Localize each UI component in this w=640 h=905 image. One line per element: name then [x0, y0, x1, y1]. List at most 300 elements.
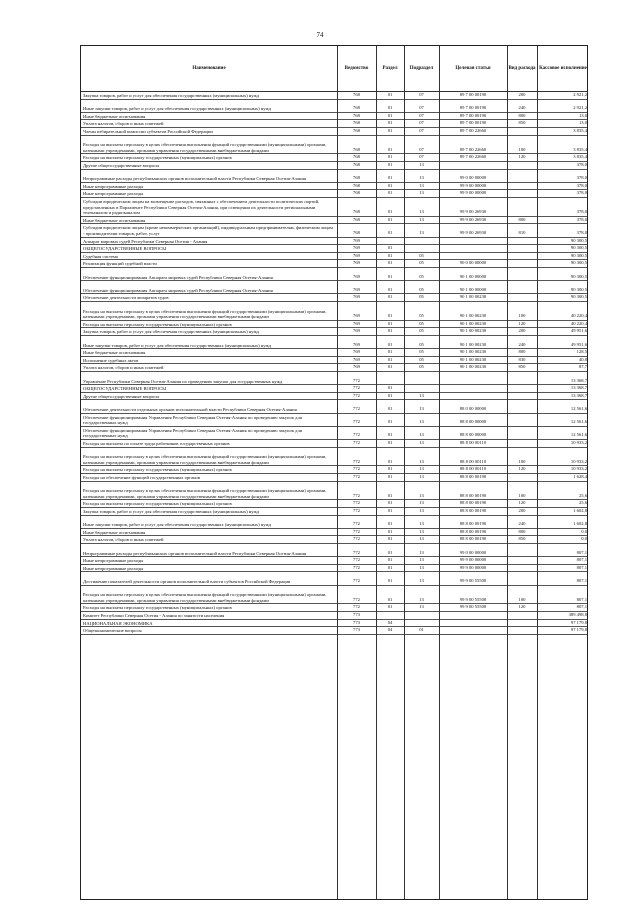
- cell-name: Иные бюджетные ассигнования: [83, 113, 146, 119]
- cell-vedom: 768: [353, 154, 360, 160]
- cell-article: 88 8 00 00190: [459, 521, 487, 527]
- cell-amount: 25,6: [578, 492, 587, 498]
- cell-amount: 87,7: [578, 364, 587, 370]
- cell-article: 88 8 00 00190: [459, 500, 487, 506]
- cell-razdel: 01: [387, 356, 393, 362]
- cell-article: 99 9 00 00000: [459, 557, 487, 563]
- cell-article: 90 1 00 00230: [459, 364, 487, 370]
- cell-razdel: 01: [387, 105, 393, 111]
- cell-vedom: 769: [353, 245, 360, 251]
- cell-name: Иные бюджетные ассигнования: [83, 529, 146, 535]
- cell-amount: 378,0: [576, 190, 587, 196]
- cell-vid: 100: [518, 458, 526, 464]
- cell-amount: 0,0: [581, 528, 587, 534]
- cell-podrazdel: 07: [419, 154, 424, 160]
- cell-vedom: 772: [353, 440, 360, 445]
- cell-amount: 3 835,4: [573, 128, 587, 133]
- cell-name: Расходы на обеспечение функций государственных органов: [83, 475, 201, 480]
- cell-amount: 2 921,2: [573, 92, 587, 97]
- cell-podrazdel: 13: [419, 182, 424, 188]
- cell-amount: 90 300,5: [570, 252, 587, 258]
- column-divider: [376, 46, 377, 899]
- cell-razdel: 01: [387, 216, 393, 222]
- cell-article: 88 8 00 00190: [459, 536, 487, 542]
- cell-razdel: 01: [387, 349, 393, 355]
- cell-vedom: 772: [353, 604, 360, 610]
- cell-vedom: 772: [353, 474, 360, 479]
- cell-razdel: 01: [387, 162, 393, 167]
- cell-razdel: 01: [387, 209, 393, 215]
- cell-amount: 90 300,5: [570, 245, 587, 251]
- cell-podrazdel: 13: [419, 500, 424, 506]
- cell-amount: 13,0: [578, 120, 587, 126]
- cell-name: Члены избирательной комиссии субъектов Российской Федерации: [83, 129, 213, 134]
- cell-amount: 2 921,2: [573, 105, 587, 111]
- cell-vedom: 772: [353, 466, 360, 472]
- cell-podrazdel: 07: [419, 112, 424, 118]
- cell-vedom: 772: [353, 577, 360, 583]
- cell-razdel: 01: [387, 328, 393, 334]
- cell-article: 89 7 00 00190: [459, 92, 487, 97]
- cell-vedom: 768: [353, 112, 360, 118]
- header-podrazdel: Подраздел: [409, 65, 434, 71]
- cell-name: Расходы на выплаты персоналу государственных (муниципальных) органов: [83, 605, 232, 611]
- table-row: [81, 626, 587, 635]
- cell-article: 90 1 00 00230: [459, 349, 487, 355]
- cell-razdel: 01: [387, 175, 393, 181]
- cell-vedom: 772: [353, 458, 360, 464]
- cell-article: 99 9 00 26930: [459, 209, 487, 215]
- cell-podrazdel: 13: [419, 474, 424, 479]
- cell-vedom: 773: [353, 627, 360, 633]
- cell-amount: 12 561,6: [570, 405, 587, 411]
- cell-vedom: 768: [353, 216, 360, 222]
- cell-vid: 100: [518, 596, 526, 602]
- table-row: [81, 197, 587, 217]
- table-row: [81, 543, 587, 557]
- cell-razdel: 01: [387, 313, 393, 319]
- cell-razdel: 01: [387, 273, 393, 279]
- table-row: [81, 223, 587, 237]
- cell-article: 90 1 00 00230: [459, 313, 487, 319]
- cell-amount: 128,5: [576, 349, 587, 355]
- cell-vid: 200: [518, 508, 526, 513]
- cell-vedom: 772: [353, 377, 360, 383]
- budget-table: [80, 45, 588, 900]
- cell-podrazdel: 07: [419, 105, 424, 111]
- cell-razdel: 01: [387, 432, 393, 438]
- cell-podrazdel: 07: [419, 128, 424, 133]
- cell-podrazdel: 05: [419, 313, 424, 319]
- cell-name: Расходы на выплаты персоналу в целях обеспечения выполнения функций государственными (муниципальными) органами, казенными учреждениями, органами управления государственными внебюджетными фондами: [83, 592, 327, 603]
- cell-podrazdel: 13: [419, 577, 424, 583]
- cell-podrazdel: 13: [419, 528, 424, 534]
- cell-article: 88 8 00 00190: [459, 492, 487, 498]
- cell-podrazdel: 07: [419, 92, 424, 97]
- cell-amount: 378,0: [576, 182, 587, 188]
- cell-name: Управление Республики Северная Осетия-Алания по проведению закупок для государственных нужд: [83, 378, 283, 384]
- cell-razdel: 01: [387, 146, 393, 152]
- cell-vedom: 769: [353, 349, 360, 355]
- cell-vedom: 769: [353, 356, 360, 362]
- header-name: Наименование: [192, 65, 226, 71]
- cell-vid: 830: [518, 356, 526, 362]
- page-number: 74: [316, 31, 324, 39]
- cell-name: Обеспечение функционирования Управления Республики Северная Осетия-Алания по проведению закупок для государственных нужд: [83, 427, 302, 439]
- cell-article: 88 8 00 00000: [459, 432, 487, 438]
- cell-amount: 1 602,8: [573, 521, 587, 527]
- cell-vid: 100: [518, 492, 526, 498]
- cell-amount: 10 933,2: [570, 458, 587, 464]
- cell-amount: 1 628,4: [573, 474, 587, 479]
- cell-podrazdel: 05: [419, 260, 424, 266]
- cell-name: Закупка товаров, работ и услуг для обеспечения государственных (муниципальных) нужд: [83, 509, 259, 514]
- cell-name: Иные непрограммные расходы: [83, 565, 144, 571]
- cell-vid: 200: [518, 92, 526, 97]
- cell-name: Уплата налогов, сборов и иных платежей: [83, 121, 164, 127]
- cell-podrazdel: 05: [419, 364, 424, 370]
- cell-podrazdel: 13: [419, 405, 424, 411]
- cell-vedom: 769: [353, 237, 360, 243]
- cell-podrazdel: 13: [419, 536, 424, 542]
- cell-vid: 800: [518, 349, 526, 355]
- cell-article: 99 9 00 55500: [459, 577, 487, 583]
- cell-podrazdel: 05: [419, 341, 424, 347]
- cell-article: 90 1 00 00230: [459, 341, 487, 347]
- cell-podrazdel: 13: [419, 229, 424, 235]
- cell-podrazdel: 05: [419, 356, 424, 362]
- cell-vedom: 768: [353, 128, 360, 133]
- cell-razdel: 01: [387, 564, 393, 570]
- cell-vid: 120: [518, 500, 526, 506]
- cell-amount: 807,1: [576, 596, 587, 602]
- cell-vid: 800: [518, 112, 526, 118]
- cell-razdel: 01: [387, 596, 393, 602]
- cell-vedom: 768: [353, 120, 360, 126]
- cell-article: 88 8 00 00110: [459, 440, 487, 445]
- cell-vid: 100: [518, 313, 526, 319]
- cell-vedom: 768: [353, 190, 360, 196]
- cell-amount: 378,0: [576, 229, 587, 235]
- cell-article: 88 8 00 00000: [459, 419, 487, 425]
- cell-razdel: 01: [387, 419, 393, 425]
- cell-amount: 90 300,5: [570, 294, 587, 300]
- cell-name: Иные закупки товаров, работ и услуг для обеспечения государственных (муниципальных) нужд: [83, 342, 272, 348]
- cell-amount: 378,0: [576, 175, 587, 181]
- cell-article: 90 1 00 00000: [459, 273, 487, 279]
- cell-vedom: 769: [353, 341, 360, 347]
- cell-name: Расходы на выплаты персоналу в целях обеспечения выполнения функций государственными (муниципальными) органами, казенными учреждениями, органами управления государственными внебюджетными фондами: [83, 488, 327, 499]
- cell-article: 99 9 00 55500: [459, 596, 487, 602]
- cell-vedom: 769: [353, 328, 360, 334]
- cell-vid: 800: [518, 216, 526, 222]
- cell-razdel: 01: [387, 229, 393, 235]
- table-row: [81, 267, 587, 281]
- cell-podrazdel: 01: [419, 627, 424, 633]
- cell-vid: 850: [518, 536, 526, 542]
- cell-name: Расходы на выплаты персоналу в целях обеспечения выполнения функций государственными (муниципальными) органами, казенными учреждениями, органами управления государственными внебюджетными фондами: [83, 308, 327, 320]
- cell-podrazdel: 07: [419, 120, 424, 126]
- table-row: [81, 571, 587, 585]
- cell-razdel: 01: [387, 154, 393, 160]
- cell-amount: 40 220,4: [570, 313, 587, 319]
- cell-vid: 120: [518, 604, 526, 610]
- cell-vedom: 769: [353, 313, 360, 319]
- cell-amount: 10 933,2: [570, 466, 587, 472]
- cell-name: Обеспечение функционирования Аппарата мировых судей Республики Северная Осетия-Алания: [83, 287, 273, 293]
- cell-name: Субсидии юридическим лицам (кроме некоммерческих организаций), индивидуальным предпринимателям, физическим лицам - производителям товаров, работ, услуг: [83, 225, 333, 236]
- cell-amount: 378,0: [576, 162, 587, 167]
- cell-vedom: 768: [353, 229, 360, 235]
- cell-podrazdel: 05: [419, 286, 424, 292]
- cell-article: 90 1 00 00000: [459, 286, 487, 292]
- cell-name: Расходы на выплаты персоналу государственных (муниципальных) органов: [83, 155, 232, 161]
- cell-razdel: 01: [387, 500, 393, 506]
- cell-razdel: 01: [387, 440, 393, 445]
- cell-name: Обеспечение функционирования Управления Республики Северная Осетия-Алания по проведению закупок для государственных нужд: [83, 414, 302, 426]
- cell-name: Непрограммные расходы республиканских органов исполнительной власти Республики Северная Осетия-Алания: [83, 550, 307, 556]
- cell-podrazdel: 05: [419, 252, 424, 258]
- table-header: [81, 46, 587, 92]
- cell-razdel: 01: [387, 577, 393, 583]
- header-vedom: Ведомство: [344, 65, 369, 71]
- cell-razdel: 01: [387, 521, 393, 527]
- header-vid: Вид расхода: [508, 65, 536, 71]
- cell-razdel: 01: [387, 549, 393, 555]
- cell-vid: 240: [518, 105, 526, 111]
- cell-razdel: 04: [387, 627, 393, 633]
- cell-podrazdel: 13: [419, 175, 424, 181]
- table-row: [81, 481, 587, 501]
- cell-name: Обеспечение деятельности отдельных органов исполнительной власти Республики Северная Осетия-Алания: [83, 406, 297, 412]
- column-divider: [507, 46, 508, 899]
- cell-razdel: 01: [387, 120, 393, 126]
- cell-article: 89 7 00 22660: [459, 146, 487, 152]
- cell-podrazdel: 13: [419, 466, 424, 472]
- cell-name: ОБЩЕГОСУДАРСТВЕННЫЕ ВОПРОСЫ: [83, 246, 167, 252]
- cell-vedom: 768: [353, 92, 360, 97]
- cell-podrazdel: 13: [419, 392, 424, 398]
- table-row: [81, 280, 587, 294]
- cell-amount: 13,0: [578, 112, 587, 118]
- cell-article: 88 8 00 00110: [459, 458, 487, 464]
- cell-vid: 100: [518, 146, 526, 152]
- cell-article: 99 0 00 00000: [459, 175, 487, 181]
- cell-article: 88 8 00 00190: [459, 528, 487, 534]
- cell-razdel: 01: [387, 128, 393, 133]
- header-razdel: Раздел: [382, 65, 398, 71]
- cell-vedom: 772: [353, 392, 360, 398]
- cell-podrazdel: 05: [419, 294, 424, 300]
- cell-amount: 13 368,7: [570, 385, 587, 391]
- table-row: [81, 515, 587, 529]
- cell-name: Расходы на выплаты персоналу в целях обеспечения выполнения функций государственными (муниципальными) органами, казенными учреждениями, органами управления государственными внебюджетными фондами: [83, 454, 327, 465]
- cell-vedom: 769: [353, 260, 360, 266]
- cell-podrazdel: 13: [419, 521, 424, 527]
- cell-article: 89 7 00 22660: [459, 128, 487, 133]
- cell-amount: 807,1: [576, 604, 587, 610]
- cell-razdel: 01: [387, 474, 393, 479]
- cell-amount: 807,1: [576, 577, 587, 583]
- cell-vid: 240: [518, 341, 526, 347]
- cell-name: Иные непрограммные расходы: [83, 558, 144, 564]
- cell-razdel: 01: [387, 320, 393, 326]
- cell-name: Иные бюджетные ассигнования: [83, 350, 146, 356]
- cell-razdel: 01: [387, 604, 393, 610]
- cell-name: Расходы на выплаты персоналу в целях обеспечения выполнения функций государственными (муниципальными) органами, казенными учреждениями, органами управления государственными внебюджетными фондами: [83, 142, 327, 153]
- cell-name: Обеспечение деятельности аппаратов судов: [83, 295, 169, 301]
- cell-vedom: 769: [353, 252, 360, 258]
- cell-razdel: 01: [387, 557, 393, 563]
- column-divider: [337, 46, 338, 899]
- cell-name: Иные непрограммные расходы: [83, 183, 144, 189]
- cell-razdel: 01: [387, 294, 393, 300]
- cell-amount: 25,6: [578, 500, 587, 506]
- cell-podrazdel: 13: [419, 216, 424, 222]
- table-row: [81, 413, 587, 427]
- cell-name: Расходы на выплаты персоналу государственных (муниципальных) органов: [83, 321, 232, 327]
- cell-name: Субсидии юридическим лицам на возмещение расходов, связанных с обеспечением деятельности политических партий, представленных в Парламенте Республики Северная Осетия-Алания, при освещении их деятельности региональными телеканалом и радиоканалом: [83, 199, 320, 216]
- cell-name: Расходы на выплаты персоналу государственных (муниципальных) органов: [83, 467, 232, 473]
- cell-name: Другие общегосударственные вопросы: [83, 393, 160, 399]
- cell-podrazdel: 13: [419, 190, 424, 196]
- cell-amount: 389 498,8: [568, 612, 587, 617]
- cell-name: Общеэкономические вопросы: [83, 628, 142, 634]
- cell-vedom: 773: [353, 619, 360, 625]
- cell-podrazdel: 13: [419, 162, 424, 167]
- cell-podrazdel: 13: [419, 492, 424, 498]
- cell-name: Закупка товаров, работ и услуг для обеспечения государственных (муниципальных) нужд: [83, 93, 259, 98]
- cell-vid: 810: [518, 229, 526, 235]
- cell-name: ОБЩЕГОСУДАРСТВЕННЫЕ ВОПРОСЫ: [83, 386, 167, 392]
- cell-razdel: 01: [387, 364, 393, 370]
- cell-vedom: 769: [353, 320, 360, 326]
- cell-name: Достижение показателей деятельности органов исполнительной власти субъектов Российской Федерации: [83, 578, 291, 584]
- cell-podrazdel: 13: [419, 557, 424, 563]
- cell-amount: 807,1: [576, 557, 587, 563]
- cell-razdel: 01: [387, 492, 393, 498]
- cell-article: 99 9 00 26930: [459, 216, 487, 222]
- cell-vid: 200: [518, 328, 526, 334]
- cell-vedom: 769: [353, 273, 360, 279]
- cell-article: 99 9 00 26930: [459, 229, 487, 235]
- cell-vedom: 772: [353, 557, 360, 563]
- cell-razdel: 01: [387, 190, 393, 196]
- cell-amount: 3 835,4: [573, 146, 587, 152]
- table-row: [81, 169, 587, 183]
- cell-vid: 800: [518, 528, 526, 534]
- table-row: [81, 301, 587, 321]
- cell-amount: 49 951,6: [570, 341, 587, 347]
- cell-amount: 807,1: [576, 564, 587, 570]
- cell-amount: 378,0: [576, 216, 587, 222]
- cell-vedom: 772: [353, 596, 360, 602]
- table-row: [81, 585, 587, 605]
- cell-vedom: 772: [353, 385, 360, 391]
- cell-name: Другие общегосударственные вопросы: [83, 163, 160, 168]
- cell-name: Обеспечение функционирования Аппарата мировых судей Республики Северная Осетия-Алания: [83, 274, 273, 280]
- cell-vedom: 772: [353, 405, 360, 411]
- cell-podrazdel: 13: [419, 419, 424, 425]
- table-row: [81, 335, 587, 349]
- cell-razdel: 01: [387, 385, 393, 391]
- cell-vid: 850: [518, 120, 526, 126]
- cell-podrazdel: 13: [419, 508, 424, 513]
- cell-vedom: 769: [353, 286, 360, 292]
- column-divider: [439, 46, 440, 899]
- cell-amount: 40 220,4: [570, 320, 587, 326]
- cell-podrazdel: 05: [419, 273, 424, 279]
- cell-vid: 120: [518, 466, 526, 472]
- table-row: [81, 371, 587, 385]
- cell-podrazdel: 07: [419, 146, 424, 152]
- cell-vedom: 769: [353, 294, 360, 300]
- cell-article: 90 1 00 00230: [459, 328, 487, 334]
- cell-article: 99 0 00 00000: [459, 549, 487, 555]
- cell-amount: 10 933,2: [570, 440, 587, 445]
- cell-podrazdel: 05: [419, 328, 424, 334]
- cell-vedom: 772: [353, 419, 360, 425]
- cell-razdel: 01: [387, 405, 393, 411]
- cell-amount: 13 368,7: [570, 377, 587, 383]
- cell-podrazdel: 13: [419, 209, 424, 215]
- cell-razdel: 01: [387, 536, 393, 542]
- cell-podrazdel: 13: [419, 440, 424, 445]
- cell-amount: 90 300,5: [570, 286, 587, 292]
- cell-article: 90 0 00 00000: [459, 260, 487, 266]
- table-row: [81, 447, 587, 467]
- cell-name: Реализация функций судебной власти: [83, 261, 157, 267]
- cell-vedom: 768: [353, 162, 360, 167]
- cell-amount: 807,1: [576, 549, 587, 555]
- cell-name: Исполнение судебных актов: [83, 357, 139, 363]
- cell-vedom: 772: [353, 500, 360, 506]
- cell-razdel: 01: [387, 508, 393, 513]
- cell-article: 88 8 00 00190: [459, 508, 487, 513]
- cell-name: Иные закупки товаров, работ и услуг для обеспечения государственных (муниципальных) нужд: [83, 106, 272, 112]
- cell-amount: 0,0: [581, 536, 587, 542]
- cell-article: 99 9 00 00000: [459, 564, 487, 570]
- cell-amount: 49 951,6: [570, 328, 587, 334]
- cell-vid: 120: [518, 320, 526, 326]
- cell-amount: 12 561,6: [570, 419, 587, 425]
- cell-podrazdel: 13: [419, 604, 424, 610]
- cell-name: Закупка товаров, работ и услуг для обеспечения государственных (муниципальных) нужд: [83, 329, 259, 335]
- cell-name: Иные закупки товаров, работ и услуг для обеспечения государственных (муниципальных) нужд: [83, 522, 272, 528]
- header-amount: Кассовое исполнение: [539, 65, 587, 71]
- cell-article: 88 0 00 00000: [459, 405, 487, 411]
- cell-name: Аппарат мировых судей Республики Северная Осетия - Алания: [83, 238, 208, 244]
- column-divider: [404, 46, 405, 899]
- cell-article: 90 1 00 00230: [459, 320, 487, 326]
- cell-razdel: 01: [387, 528, 393, 534]
- cell-vedom: 772: [353, 492, 360, 498]
- cell-vedom: 769: [353, 364, 360, 370]
- cell-amount: 97 179,8: [570, 627, 587, 633]
- cell-podrazdel: 05: [419, 320, 424, 326]
- cell-article: 89 7 00 00190: [459, 120, 487, 126]
- cell-vid: 850: [518, 364, 526, 370]
- cell-podrazdel: 13: [419, 564, 424, 570]
- cell-razdel: 01: [387, 252, 393, 258]
- cell-name: НАЦИОНАЛЬНАЯ ЭКОНОМИКА: [83, 620, 153, 626]
- cell-vedom: 772: [353, 508, 360, 513]
- cell-article: 89 7 00 22660: [459, 154, 487, 160]
- column-divider: [537, 46, 538, 899]
- cell-name: Иные непрограммные расходы: [83, 191, 144, 197]
- cell-amount: 12 561,6: [570, 432, 587, 438]
- table-row: [81, 426, 587, 440]
